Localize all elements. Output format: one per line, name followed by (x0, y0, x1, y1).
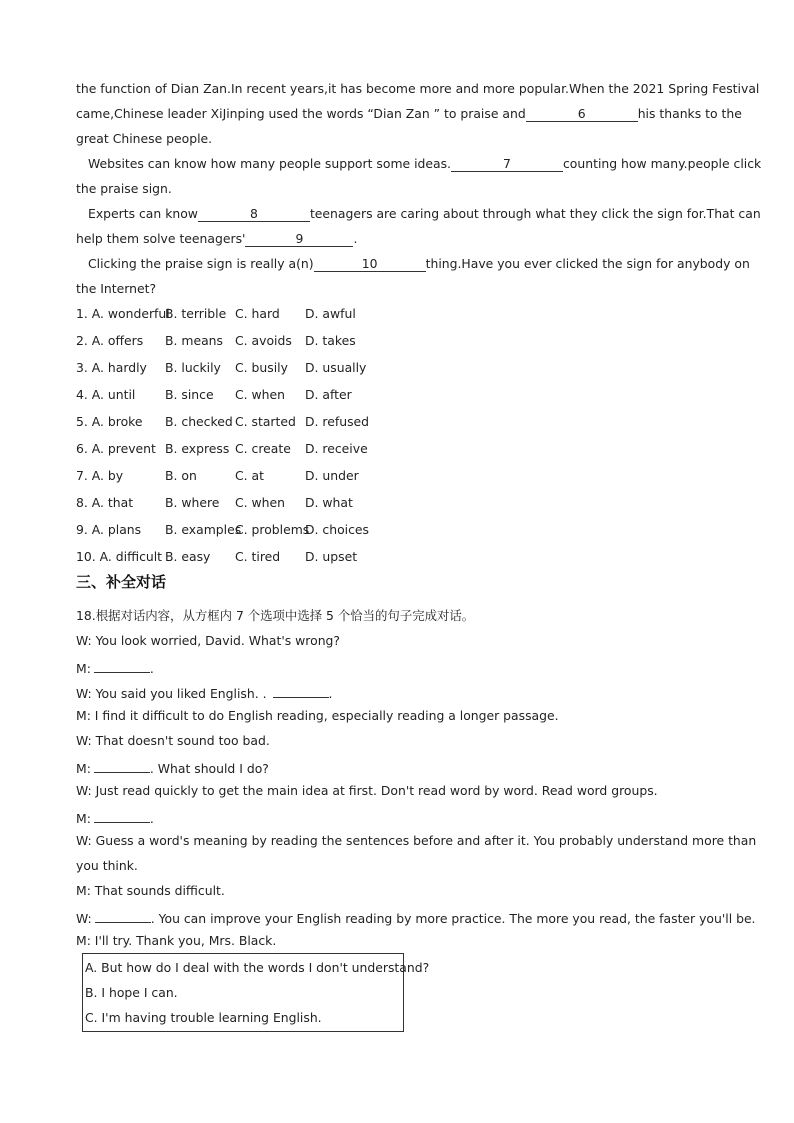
passage-line (88, 206, 761, 222)
dialogue-line (76, 683, 333, 702)
dialogue-text: . What should I do? (149, 761, 269, 776)
option-a[interactable]: 10. A. difficult (76, 549, 163, 564)
dialogue-text: M: I find it difficult to do English reading, especially reading a longer passage. (76, 708, 559, 723)
option-d[interactable]: D. choices (305, 522, 369, 537)
option-c[interactable]: C. at (235, 468, 264, 483)
passage-text: his thanks to the (637, 106, 742, 121)
dialogue-text: M: I'll try. Thank you, Mrs. Black. (76, 933, 277, 948)
dialogue-text: M: (76, 761, 91, 776)
option-a[interactable]: 5. A. broke (76, 414, 143, 429)
passage-text: help them solve teenagers' (76, 231, 246, 246)
dialogue-text: you think. (76, 858, 138, 873)
dialogue-blank[interactable] (94, 808, 150, 823)
passage-text: . (353, 231, 358, 246)
dialogue-text: . (328, 686, 333, 701)
dialogue-text: . You can improve your English reading by more practice. The more you read, the faster you'll be. (150, 911, 756, 926)
option-b[interactable]: B. means (165, 333, 223, 348)
option-c[interactable]: C. when (235, 495, 285, 510)
passage-text: counting how many.people click (563, 156, 762, 171)
passage-line (76, 231, 357, 247)
passage-line (76, 181, 172, 197)
option-a[interactable]: 2. A. offers (76, 333, 144, 348)
dialogue-text: W: Just read quickly to get the main idea at first. Don't read word by word. Read word groups. (76, 783, 658, 798)
dialogue-line (76, 883, 225, 899)
option-d[interactable]: D. what (305, 495, 353, 510)
dialogue-line (76, 858, 138, 874)
dialogue-text: M: (76, 811, 91, 826)
option-d[interactable]: D. under (305, 468, 359, 483)
passage-line (76, 106, 742, 122)
dialogue-line (76, 833, 756, 849)
dialogue-line (76, 783, 658, 799)
dialogue-text: W: (76, 911, 92, 926)
option-b[interactable]: B. checked (165, 414, 233, 429)
dialogue-line (76, 758, 269, 777)
choice-item[interactable]: C. I'm having trouble learning English. (85, 1010, 322, 1025)
instruction (76, 608, 474, 624)
choices-box (82, 953, 430, 1032)
choice-item[interactable]: B. I hope I can. (85, 985, 178, 1000)
dialogue-line (76, 808, 154, 827)
option-b[interactable]: B. luckily (165, 360, 221, 375)
dialogue-line (76, 658, 154, 677)
option-a[interactable]: 6. A. prevent (76, 441, 156, 456)
passage-text: great Chinese people. (76, 131, 213, 146)
dialogue-blank[interactable] (94, 758, 150, 773)
option-b[interactable]: B. on (165, 468, 197, 483)
option-a[interactable]: 3. A. hardly (76, 360, 147, 375)
option-c[interactable]: C. tired (235, 549, 281, 564)
option-b[interactable]: B. examples (165, 522, 242, 537)
blank-8[interactable]: 8 (198, 207, 310, 222)
option-d[interactable]: D. receive (305, 441, 368, 456)
option-b[interactable]: B. where (165, 495, 220, 510)
passage-text: the function of Dian Zan.In recent years,it has become more and more popular.When the 2021 Spring Festival (76, 81, 760, 96)
option-d[interactable]: D. refused (305, 414, 370, 429)
dialogue-text: M: That sounds difficult. (76, 883, 225, 898)
dialogue-line (76, 633, 340, 649)
option-a[interactable]: 7. A. by (76, 468, 124, 483)
passage-text: came,Chinese leader XiJinping used the words “Dian Zan ” to praise and (76, 106, 526, 121)
option-a[interactable]: 4. A. until (76, 387, 136, 402)
dialogue-text: W: That doesn't sound too bad. (76, 733, 270, 748)
option-c[interactable]: C. create (235, 441, 291, 456)
passage-text: Experts can know (88, 206, 198, 221)
dialogue-blank[interactable] (273, 683, 329, 698)
blank-6[interactable]: 6 (526, 107, 638, 122)
option-b[interactable]: B. express (165, 441, 230, 456)
dialogue-text: . (149, 811, 154, 826)
passage-line (76, 131, 212, 147)
option-c[interactable]: C. hard (235, 306, 280, 321)
passage-text: the Internet? (76, 281, 157, 296)
dialogue-text: W: You said you liked English. . (76, 686, 267, 701)
option-c[interactable]: C. when (235, 387, 285, 402)
dialogue-blank[interactable] (95, 908, 151, 923)
passage-text: Clicking the praise sign is really a(n) (88, 256, 314, 271)
option-a[interactable]: 9. A. plans (76, 522, 142, 537)
option-d[interactable]: D. awful (305, 306, 356, 321)
option-a[interactable]: 8. A. that (76, 495, 134, 510)
dialogue-text: . (149, 661, 154, 676)
option-a[interactable]: 1. A. wonderful (76, 306, 170, 321)
dialogue-line (76, 933, 276, 949)
option-d[interactable]: D. takes (305, 333, 356, 348)
dialogue-text: M: (76, 661, 91, 676)
option-b[interactable]: B. terrible (165, 306, 227, 321)
option-c[interactable]: C. avoids (235, 333, 292, 348)
blank-9[interactable]: 9 (245, 232, 353, 247)
passage-text: thing.Have you ever clicked the sign for anybody on (425, 256, 750, 271)
option-c[interactable]: C. busily (235, 360, 288, 375)
choice-item[interactable]: A. But how do I deal with the words I don't understand? (85, 960, 430, 975)
dialogue-line (76, 908, 756, 927)
dialogue-line (76, 708, 559, 724)
dialogue-text: W: You look worried, David. What's wrong? (76, 633, 340, 648)
option-c[interactable]: C. problems (235, 522, 310, 537)
section-title: 三、补全对话 (76, 573, 167, 591)
passage-line (88, 156, 761, 172)
option-d[interactable]: D. after (305, 387, 352, 402)
instruction-text: 18.根据对话内容，从方框内 7 个选项中选择 5 个恰当的句子完成对话。 (76, 608, 475, 623)
passage-line (76, 81, 759, 97)
passage-text: Websites can know how many people support some ideas. (88, 156, 451, 171)
passage-text: teenagers are caring about through what they click the sign for.That can (309, 206, 761, 221)
blank-10[interactable]: 10 (314, 257, 426, 272)
passage-line (88, 256, 750, 272)
option-b[interactable]: B. since (165, 387, 214, 402)
option-d[interactable]: D. upset (305, 549, 358, 564)
option-c[interactable]: C. started (235, 414, 296, 429)
dialogue-blank[interactable] (94, 658, 150, 673)
dialogue-line (76, 733, 270, 749)
dialogue-text: W: Guess a word's meaning by reading the sentences before and after it. You probably understand more than (76, 833, 757, 848)
passage-line (76, 281, 156, 297)
option-b[interactable]: B. easy (165, 549, 211, 564)
passage-text: the praise sign. (76, 181, 172, 196)
option-d[interactable]: D. usually (305, 360, 367, 375)
blank-7[interactable]: 7 (451, 157, 563, 172)
